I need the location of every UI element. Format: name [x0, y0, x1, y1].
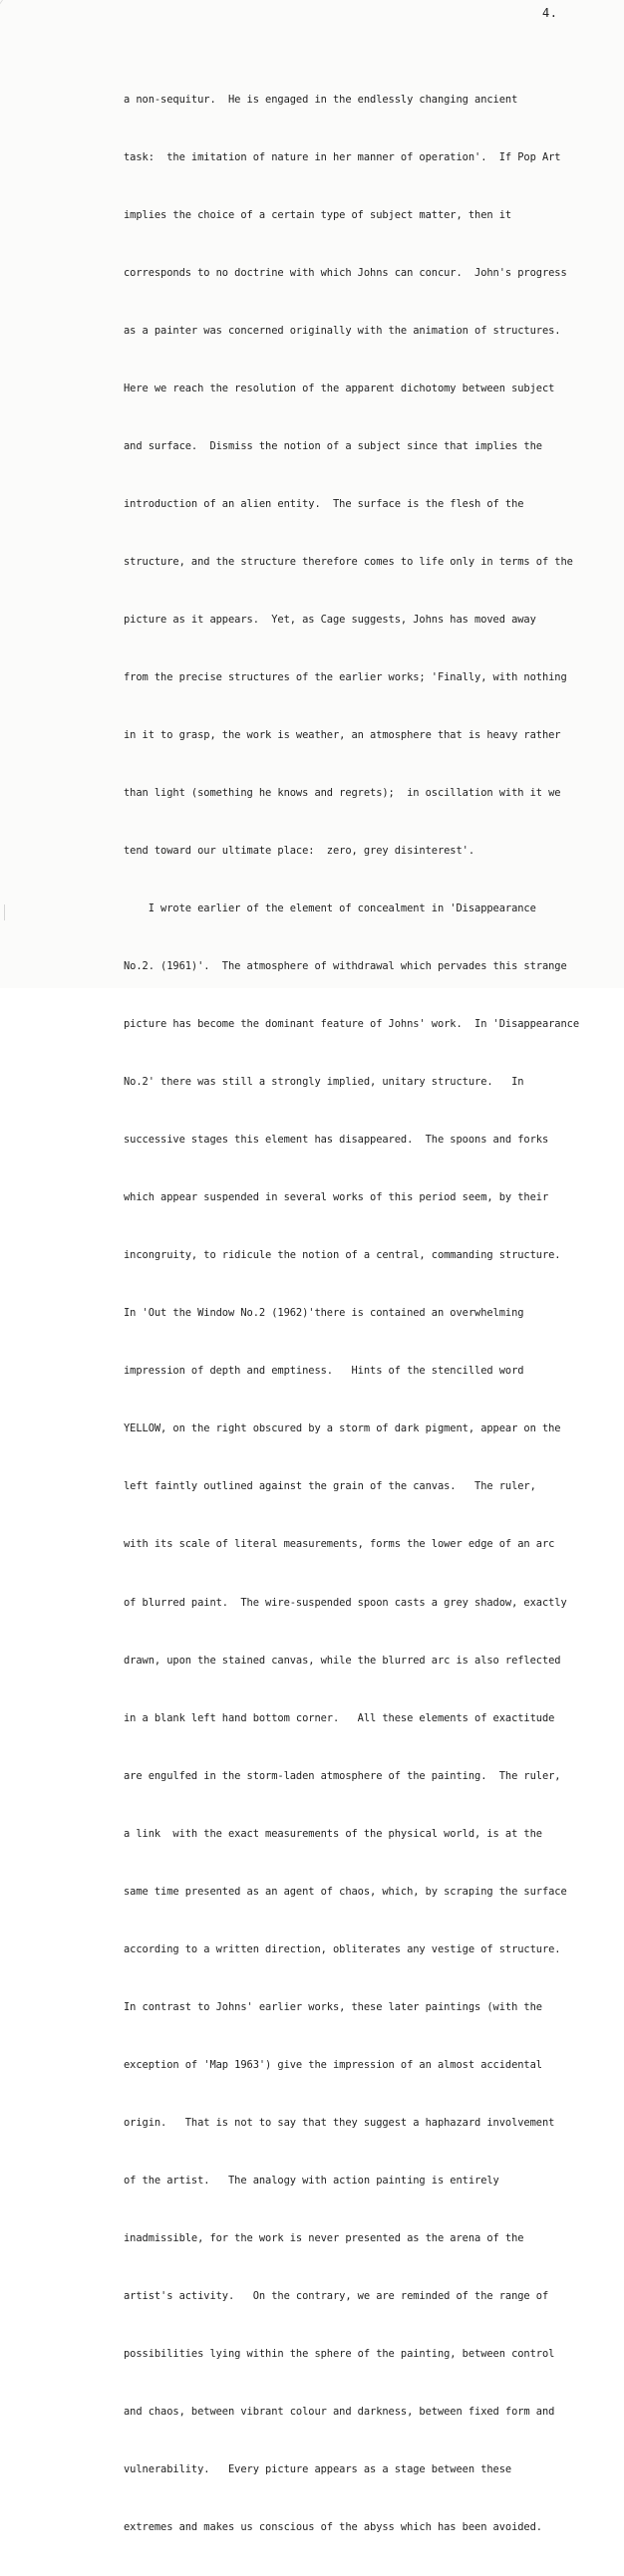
- text-line: from the precise structures of the earlier works; 'Finally, with nothing: [124, 671, 567, 683]
- text-line: implies the choice of a certain type of subject matter, then it: [124, 208, 512, 221]
- text-line: as a painter was concerned originally with the animation of structures.: [124, 324, 561, 337]
- text-line: which appear suspended in several works of this period seem, by their: [124, 1191, 549, 1204]
- text-line: In contrast to Johns' earlier works, these later paintings (with the: [124, 2000, 542, 2013]
- text-line: structure, and the structure therefore comes to life only in terms of the: [124, 555, 573, 568]
- text-line: in a blank left hand bottom corner. All these elements of exactitude: [124, 1711, 555, 1724]
- text-line: corresponds to no doctrine with which Johns can concur. John's progress: [124, 266, 567, 279]
- text-line: In 'Out the Window No.2 (1962)'there is contained an overwhelming: [124, 1307, 524, 1320]
- page-number: 4.: [542, 6, 558, 20]
- text-line: than light (something he knows and regrets); in oscillation with it we: [124, 787, 561, 800]
- text-line: inadmissible, for the work is never presented as the arena of the: [124, 2231, 524, 2244]
- text-line: No.2' there was still a strongly implied, unitary structure. In: [124, 1076, 524, 1089]
- text-line: are engulfed in the storm-laden atmosphere of the painting. The ruler,: [124, 1769, 561, 1782]
- text-line: tend toward our ultimate place: zero, grey disinterest'.: [124, 845, 475, 858]
- text-line: a link with the exact measurements of the physical world, is at the: [124, 1827, 542, 1840]
- text-line: in it to grasp, the work is weather, an atmosphere that is heavy rather: [124, 729, 561, 742]
- body-text: [124, 52, 592, 2576]
- text-line: same time presented as an agent of chaos, which, by scraping the surface: [124, 1885, 567, 1898]
- text-line: vulnerability. Every picture appears as a stage between these: [124, 2462, 512, 2475]
- corner-fold-mark: [0, 0, 15, 14]
- text-line: exception of 'Map 1963') give the impression of an almost accidental: [124, 2058, 542, 2071]
- edge-mark: [4, 904, 5, 920]
- text-line: artist's activity. On the contrary, we are reminded of the range of: [124, 2289, 549, 2302]
- text-line: picture as it appears. Yet, as Cage suggests, Johns has moved away: [124, 613, 536, 626]
- text-line: a non-sequitur. He is engaged in the endlessly changing ancient: [124, 93, 518, 106]
- text-line: and chaos, between vibrant colour and darkness, between fixed form and: [124, 2405, 555, 2418]
- text-line: left faintly outlined against the grain of the canvas. The ruler,: [124, 1480, 536, 1493]
- text-line: introduction of an alien entity. The surface is the flesh of the: [124, 497, 524, 510]
- text-line: with its scale of literal measurements, forms the lower edge of an arc: [124, 1538, 555, 1551]
- text-line: drawn, upon the stained canvas, while the blurred arc is also reflected: [124, 1654, 561, 1667]
- text-line: picture has become the dominant feature of Johns' work. In 'Disappearance: [124, 1018, 580, 1031]
- text-line: of the artist. The analogy with action painting is entirely: [124, 2174, 499, 2187]
- text-line: No.2. (1961)'. The atmosphere of withdrawal which pervades this strange: [124, 960, 567, 973]
- text-line: impression of depth and emptiness. Hints of the stencilled word: [124, 1365, 524, 1378]
- text-line: and surface. Dismiss the notion of a subject since that implies the: [124, 439, 542, 452]
- text-line: YELLOW, on the right obscured by a storm of dark pigment, appear on the: [124, 1422, 561, 1435]
- text-line: incongruity, to ridicule the notion of a central, commanding structure.: [124, 1249, 561, 1262]
- text-line: successive stages this element has disappeared. The spoons and forks: [124, 1134, 549, 1147]
- text-line: possibilities lying within the sphere of the painting, between control: [124, 2347, 555, 2360]
- text-line: according to a written direction, obliterates any vestige of structure.: [124, 1942, 561, 1955]
- text-line: of blurred paint. The wire-suspended spoon casts a grey shadow, exactly: [124, 1596, 567, 1609]
- text-line: extremes and makes us conscious of the abyss which has been avoided.: [124, 2521, 542, 2533]
- text-line: task: the imitation of nature in her manner of operation'. If Pop Art: [124, 150, 561, 163]
- text-line: I wrote earlier of the element of concealment in 'Disappearance: [124, 902, 536, 915]
- text-line: origin. That is not to say that they suggest a haphazard involvement: [124, 2116, 555, 2129]
- text-line: Here we reach the resolution of the apparent dichotomy between subject: [124, 382, 555, 394]
